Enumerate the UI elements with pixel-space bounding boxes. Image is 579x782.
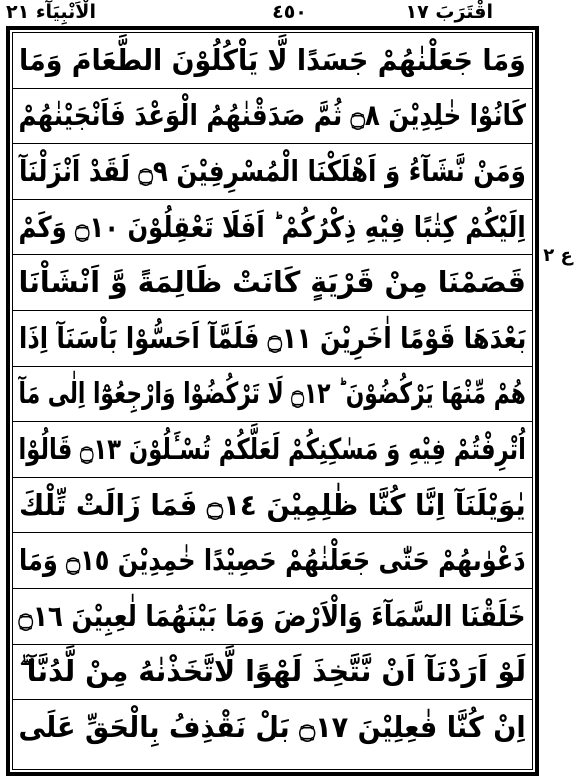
verse-line — [13, 589, 532, 645]
verse-line — [13, 533, 532, 589]
verse-line-text: اُتْرِفْتُمْ فِيْهِ وَ مَسٰكِنِكُمْ لَعَلَّكُمْ تُسْـَٔلُوْنَ ۝١٣ قَالُوْا — [18, 431, 527, 466]
verse-line — [13, 422, 532, 478]
ruku-marker: ع ٢ — [543, 245, 573, 266]
verse-line-text: وَمَا جَعَلْنٰهُمْ جَسَدًا لَّا يَاْكُلُوْنَ الطَّعَامَ وَمَا — [19, 42, 526, 77]
verse-line-text: بَعْدَهَا قَوْمًا اٰخَرِيْنَ ۝١١ فَلَمَّآ اَحَسُّوْا بَاْسَنَآ اِذَا — [18, 320, 527, 355]
verse-line — [13, 478, 532, 534]
verse-line-text: هُمْ مِّنْهَا يَرْكُضُوْنَ ؕ ۝١٢ لَا تَرْكُضُوْا وَارْجِعُوْٓا اِلٰى مَآ — [18, 376, 527, 411]
verse-line-text: وَمَنْ نَّشَآءُ وَ اَهْلَكْنَا الْمُسْرِفِيْنَ ۝٩ لَقَدْ اَنْزَلْنَآ — [19, 153, 526, 188]
verse-line — [13, 367, 532, 423]
juz-name: اقْتَرَبَ ١٧ — [405, 1, 493, 23]
verse-line — [13, 200, 532, 256]
verse-line-text: اِلَيْكُمْ كِتٰبًا فِيْهِ ذِكْرُكُمْ ؕ اَفَلَا تَعْقِلُوْنَ ۝١٠ وَكَمْ — [18, 209, 527, 244]
verse-line — [13, 645, 532, 701]
verse-line — [13, 311, 532, 367]
verse-line — [13, 33, 532, 89]
verse-line-text: لَوْ اَرَدْنَآ اَنْ نَّتَّخِذَ لَهْوًا لَّاتَّخَذْنٰهُ مِنْ لَّدُنَّآ ۖ — [19, 654, 526, 689]
verse-line — [13, 700, 532, 756]
verse-line-text: خَلَقْنَا السَّمَآءَ وَالْاَرْضَ وَمَا بَيْنَهُمَا لٰعِبِيْنَ ۝١٦ — [18, 598, 527, 633]
verse-line-text: دَعْوٰىهُمْ حَتّٰى جَعَلْنٰهُمْ حَصِيْدًا خٰمِدِيْنَ ۝١٥ وَمَا — [19, 543, 526, 578]
verse-line-text: كَانُوْا خٰلِدِيْنَ ۝٨ ثُمَّ صَدَقْنٰهُمُ الْوَعْدَ فَاَنْجَيْنٰهُمْ — [18, 98, 527, 133]
verse-lines — [13, 33, 532, 769]
verse-line — [13, 255, 532, 311]
page-header — [0, 0, 579, 26]
verse-line-text: يٰوَيْلَنَآ اِنَّا كُنَّا ظٰلِمِيْنَ ۝١٤ فَمَا زَالَتْ تِّلْكَ — [19, 487, 526, 522]
verse-line-text: قَصَمْنَا مِنْ قَرْيَةٍ كَانَتْ ظَالِمَةً وَّ اَنْشَاْنَا — [18, 265, 527, 300]
verse-line — [13, 144, 532, 200]
verse-line — [13, 89, 532, 145]
verse-line-text: اِنْ كُنَّا فٰعِلِيْنَ ۝١٧ بَلْ نَقْذِفُ بِالْحَقِّ عَلَى — [18, 710, 527, 745]
page-number: ٤٥٠ — [272, 1, 307, 23]
surah-name: الْاَنْبِيَآء ٢١ — [6, 1, 96, 23]
